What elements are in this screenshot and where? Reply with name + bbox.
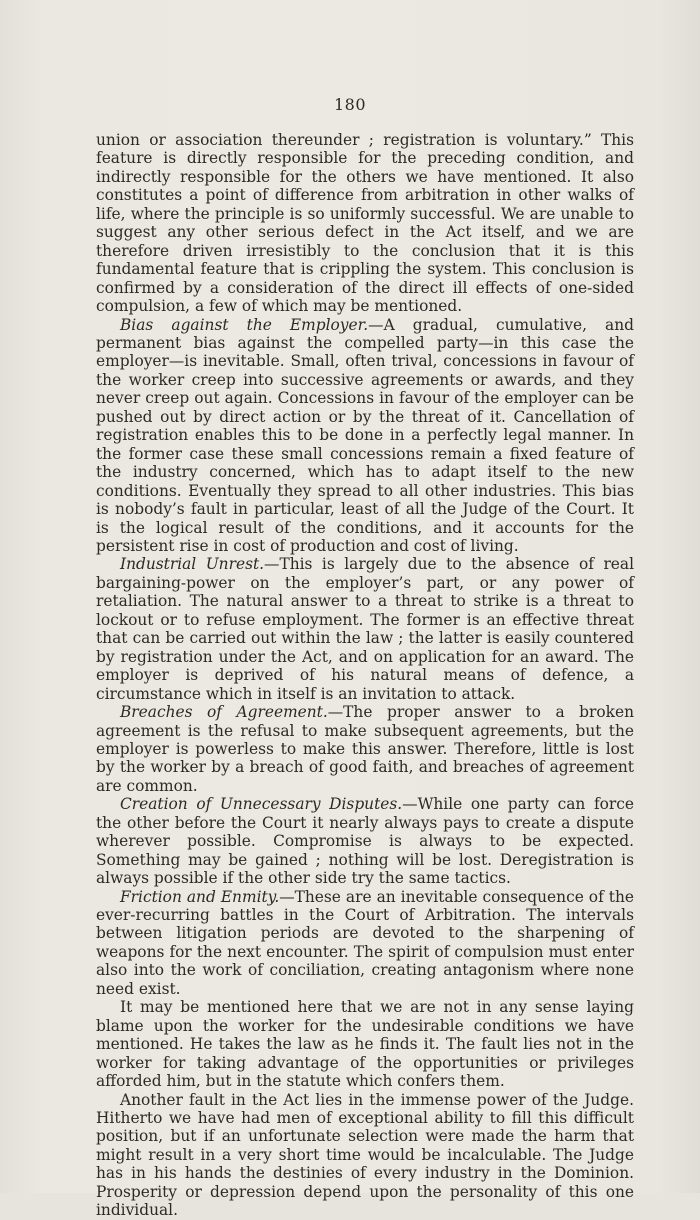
paragraph-heading: Breaches of Agreement. bbox=[120, 703, 328, 722]
paragraph-text: union or association thereunder ; registration is voluntary.” This feature is directly responsible for the preceding condition, and indirectly responsible for the others we have mentioned. It also constitutes a point of difference from arbitration in other walks of life, where the principle is so uniformly successful. We are unable to suggest any other serious defect in the Act itself, and we are therefore driven irresistibly to the conclusion that it is this fundamental feature that is crippling the system. This conclusion is confirmed by a consideration of the direct ill effects of one-sided compulsion, a few of which may be mentioned. bbox=[96, 131, 634, 316]
paragraph-unnecessary-disputes bbox=[96, 795, 634, 887]
paragraph-text: —This is largely due to the absence of real bargaining-power on the employer’s part, or any power of retaliation. The natural answer to a threat to strike is a threat to lockout or to refuse employment. The former is an effective threat that can be carried out within the law ; the latter is easily countered by registration under the Act, and on application for an award. The employer is deprived of his natural means of defence, a circumstance which in itself is an invitation to attack. bbox=[96, 555, 635, 703]
paragraph-industrial-unrest bbox=[96, 555, 634, 703]
paragraph-text: It may be mentioned here that we are not in any sense laying blame upon the worker for the undesirable conditions we have mentioned. He takes the law as he finds it. The fault lies not in the worker for taking advantage of the opportunities or privileges afforded him, but in the statute which confers them. bbox=[96, 998, 634, 1091]
body-text bbox=[96, 131, 634, 1220]
paragraph-text: —A gradual, cumulative, and permanent bias against the compelled party—in this case the employer—is inevitable. Small, often trival, concessions in favour of the worker creep into successive agreements or awards, and they never creep out again. Concessions in favour of the employer can be pushed out by direct action or by the threat of it. Cancellation of registration enables this to be done in a perfectly legal manner. In the former case these small concessions remain a fixed feature of the industry concerned, which has to adapt itself to the new conditions. Eventually they spread to all other industries. This bias is nobody’s fault in particular, least of all the Judge of the Court. It is the logical result of the conditions, and it accounts for the persistent rise in cost of production and cost of living. bbox=[96, 315, 634, 555]
page-number: 180 bbox=[333, 95, 367, 114]
paragraph-no-blame-on-worker bbox=[96, 998, 634, 1090]
paragraph-heading: Friction and Enmity. bbox=[120, 887, 280, 906]
paragraph-heading: Bias against the Employer. bbox=[120, 315, 369, 334]
paragraph-bias-against-employer bbox=[96, 316, 634, 556]
paragraph-text: —These are an inevitable consequence of the ever-recurring battles in the Court of Arbitration. The intervals between litigation periods are devoted to the sharpening of weapons for the next encounter. The spirit of compulsion must enter also into the work of conciliation, creating antagonism where none need exist. bbox=[96, 887, 634, 998]
paragraph-breaches-of-agreement bbox=[96, 703, 634, 795]
paragraph-friction-and-enmity bbox=[96, 888, 634, 999]
paragraph-heading: Creation of Unnecessary Disputes. bbox=[120, 795, 403, 814]
paragraph-continuation bbox=[96, 131, 634, 316]
paragraph-text: —While one party can force the other before the Court it nearly always pays to create a dispute wherever possible. Compromise is always to be expected. Something may be gained ; nothing will be lost. Deregistration is always possible if the other side try the same tactics. bbox=[96, 795, 634, 888]
paragraph-text: Another fault in the Act lies in the immense power of the Judge. Hitherto we have had men of exceptional ability to fill this difficult position, but if an unfortunate selection were made the harm that might result in a very short time would be incalculable. The Judge has in his hands the destinies of every industry in the Dominion. Prosperity or depression depend upon the personality of this one individual. bbox=[96, 1090, 634, 1220]
paragraph-text: —The proper answer to a broken agreement is the refusal to make subsequent agreements, but the employer is powerless to make this answer. Therefore, little is lost by the worker by a breach of good faith, and breaches of agreement are common. bbox=[96, 703, 634, 795]
paragraph-power-of-judge bbox=[96, 1091, 634, 1220]
paragraph-heading: Industrial Unrest. bbox=[120, 555, 265, 574]
